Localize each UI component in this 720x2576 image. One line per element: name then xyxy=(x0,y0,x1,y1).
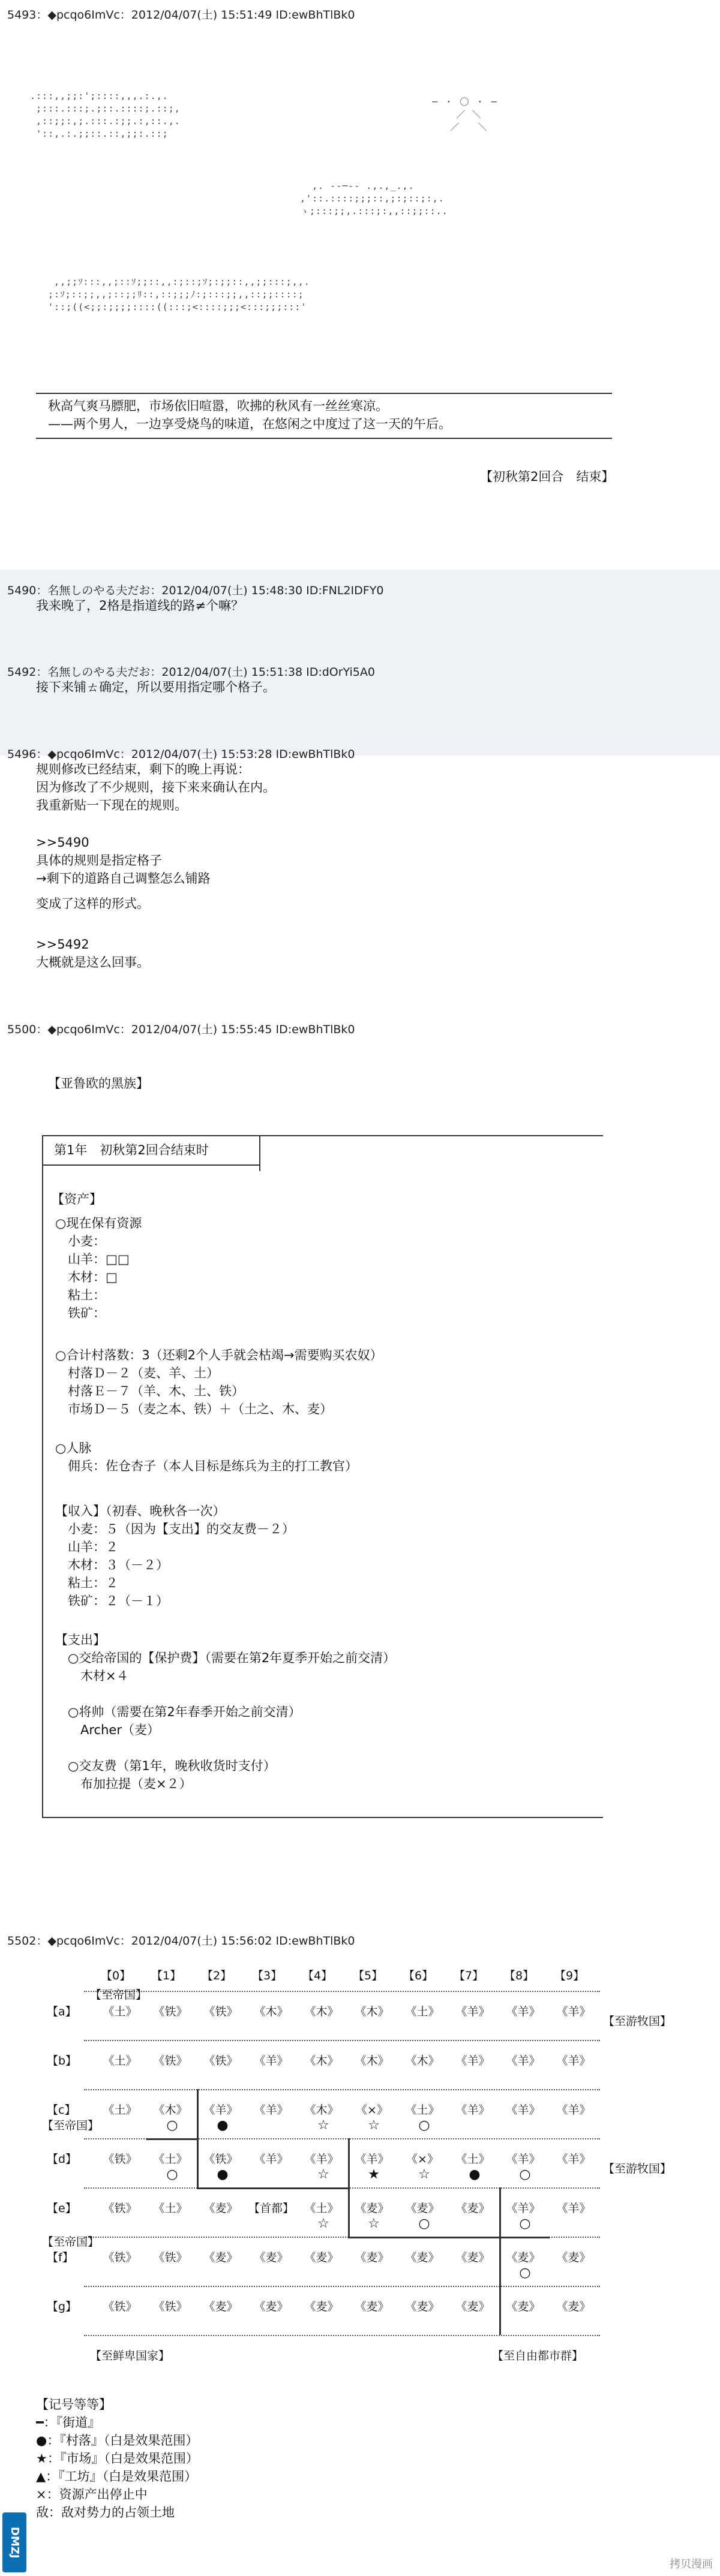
expense-line: 布加拉提（麦×２） xyxy=(55,1777,192,1791)
map-cell: 《羊》 xyxy=(254,2054,289,2068)
map-cell: 《麦》 xyxy=(304,2300,339,2313)
expense-line: ○交友费（第1年，晚秋收货时支付） xyxy=(55,1759,276,1773)
map-cell: 《土》 xyxy=(405,2103,440,2117)
map-cell: 《土》 xyxy=(153,2202,188,2215)
ascii-art-sun: ─ ・ 〇 ・ ─ ／ ＼ ／ ＼ xyxy=(432,97,497,133)
post-line: 规则修改已经结束，剩下的晚上再说： xyxy=(36,762,250,777)
income-line: 木材：３（－２） xyxy=(55,1558,169,1572)
map-cell: 《×》 xyxy=(356,2103,388,2117)
map-cell: 《木》 xyxy=(254,2005,289,2018)
range-marker: ○ xyxy=(418,2216,430,2231)
map-cell: 《土》 xyxy=(455,2153,490,2166)
range-marker: ○ xyxy=(519,2216,531,2231)
range-marker: ○ xyxy=(166,2118,178,2133)
map-cell: 《木》 xyxy=(355,2054,389,2068)
ascii-art-left: .:::,,;;:';::::,,,.:.,. ;:::.:::;.;::.::::;.::;, ,::;;:,;.:::.:;;.:,::.,. '::,.:.;;::.::,;;:.::; xyxy=(30,91,181,139)
asset-line: 山羊：□□ xyxy=(55,1252,130,1266)
post-header: 5493：◆pcqo6ImVc：2012/04/07(土) 15:51:49 ID:ewBhTlBk0 xyxy=(7,8,355,22)
expense-title: 【支出】 xyxy=(55,1633,106,1647)
map-grid-line xyxy=(84,2040,600,2041)
asset-line: 村落Ｄ－２（麦、羊、土） xyxy=(55,1366,219,1380)
map-cell: 《羊》 xyxy=(455,2103,490,2117)
ascii-art-middle: ,. -‐─‐- .,.,_.,. ,'::.::::;;;::,;:;::;:,. ゝ;:::;;,.:::;:,,::;;::.. xyxy=(300,180,448,216)
village-marker: ● xyxy=(217,2118,229,2133)
legend-item: 敌：敌对势力的占领土地 xyxy=(36,2505,175,2520)
map-cell: 《铁》 xyxy=(153,2054,188,2068)
map-cell: 《羊》 xyxy=(355,2153,389,2166)
map-cell: 《羊》 xyxy=(556,2005,591,2018)
narration-line: 秋高气爽马膘肥，市场依旧喧嚣，吹拂的秋风有一丝丝寒凉。 xyxy=(48,399,388,413)
map-cell: 《铁》 xyxy=(153,2251,188,2264)
post-body: 我来晚了，2格是指道线的路≠个嘛？ xyxy=(36,598,244,613)
status-box-side xyxy=(42,1171,43,1817)
asset-line: 铁矿： xyxy=(55,1306,106,1320)
map-cell: 《羊》 xyxy=(556,2103,591,2117)
map-row-header: 【e】 xyxy=(47,2202,77,2215)
asset-line: 粘土： xyxy=(55,1288,106,1302)
map-cell: 《铁》 xyxy=(153,2300,188,2313)
village-marker: ● xyxy=(469,2167,481,2182)
map-road xyxy=(197,2187,348,2189)
map-cell: 《铁》 xyxy=(103,2300,137,2313)
range-marker: ☆ xyxy=(317,2216,329,2231)
post-body: 接下来铺ㄊ确定，所以要用指定哪个格子。 xyxy=(36,680,275,694)
map-column-header: 【4】 xyxy=(302,1969,333,1982)
map-cell: 《土》 xyxy=(405,2005,440,2018)
map-cell: 《羊》 xyxy=(254,2153,289,2166)
post-header: 5502：◆pcqo6ImVc：2012/04/07(土) 15:56:02 ID:ewBhTlBk0 xyxy=(7,1934,355,1948)
post-header: 5492：名無しのやる夫だお：2012/04/07(土) 15:51:38 ID:dOrYi5A0 xyxy=(7,666,375,679)
post-line: 具体的规则是指定格子 xyxy=(36,853,162,868)
map-row-header: 【g】 xyxy=(47,2300,77,2313)
map-row-header: 【a】 xyxy=(47,2005,77,2018)
map-cell: 《麦》 xyxy=(355,2202,389,2215)
divider xyxy=(36,438,612,439)
map-cell: 《麦》 xyxy=(405,2251,440,2264)
map-cell: 《羊》 xyxy=(506,2103,541,2117)
map-cell: 《麦》 xyxy=(455,2251,490,2264)
map-grid-line xyxy=(84,2286,600,2287)
quote-link[interactable]: >>5492 xyxy=(36,937,89,952)
map-cell: 《羊》 xyxy=(203,2103,238,2117)
asset-line: ○人脉 xyxy=(55,1441,92,1455)
income-title: 【収入】（初春、晚秋各一次） xyxy=(55,1504,226,1518)
map-column-header: 【2】 xyxy=(202,1969,232,1982)
scene-caption: 【初秋第2回合 结束】 xyxy=(480,470,614,484)
map-cell: 《铁》 xyxy=(203,2054,238,2068)
map-cell: 【首都】 xyxy=(248,2202,294,2215)
map-cell: 《×》 xyxy=(406,2153,439,2166)
map-column-header: 【7】 xyxy=(454,1969,484,1982)
asset-line: 佣兵：佐仓杏子（本人目标是练兵为主的打工教官） xyxy=(55,1459,358,1473)
map-cell: 《麦》 xyxy=(355,2251,389,2264)
map-cell: 《麦》 xyxy=(203,2202,238,2215)
range-marker: ☆ xyxy=(368,2118,380,2133)
map-cell: 《羊》 xyxy=(506,2202,541,2215)
map-column-header: 【8】 xyxy=(504,1969,535,1982)
map-cell: 《羊》 xyxy=(254,2103,289,2117)
map-cell: 《麦》 xyxy=(506,2251,541,2264)
post-header: 5496：◆pcqo6ImVc：2012/04/07(土) 15:53:28 ID:ewBhTlBk0 xyxy=(7,748,355,761)
range-marker: ☆ xyxy=(317,2118,329,2133)
map-cell: 《麦》 xyxy=(405,2300,440,2313)
map-cell: 《木》 xyxy=(355,2005,389,2018)
expense-line: ○交给帝国的【保护费】（需要在第2年夏季开始之前交清） xyxy=(55,1651,396,1665)
map-cell: 《羊》 xyxy=(556,2054,591,2068)
status-box-line xyxy=(42,1164,259,1166)
post-line: 变成了这样的形式。 xyxy=(36,896,149,911)
map-direction-label: 【至游牧国】 xyxy=(603,2015,672,2028)
map-cell: 《麦》 xyxy=(455,2300,490,2313)
map-direction-label: 【至鲜卑国家】 xyxy=(90,2349,170,2363)
expense-line: 木材×４ xyxy=(55,1669,129,1683)
expense-line: Archer（麦） xyxy=(55,1723,160,1737)
legend-title: 【记号等等】 xyxy=(36,2397,112,2412)
map-grid-line xyxy=(84,2335,600,2336)
legend-item: ●：『村落』（白是效果范围） xyxy=(36,2433,199,2448)
map-row-header: 【b】 xyxy=(47,2054,77,2068)
map-column-header: 【9】 xyxy=(554,1969,585,1982)
legend-item: ★：『市场』（白是效果范围） xyxy=(36,2451,199,2466)
map-column-header: 【6】 xyxy=(403,1969,434,1982)
map-direction-label: 【至帝国】 xyxy=(42,2119,100,2132)
map-row-header: 【c】 xyxy=(47,2103,76,2117)
post-line: 因为修改了不少规则，接下来来确认在内。 xyxy=(36,780,275,795)
map-cell: 《木》 xyxy=(405,2054,440,2068)
range-marker: ☆ xyxy=(317,2167,329,2182)
income-line: 粘土：２ xyxy=(55,1576,118,1590)
divider xyxy=(36,393,612,394)
asset-line: 市场Ｄ－５（麦之本、铁）＋（土之、木、麦） xyxy=(55,1402,332,1416)
map-cell: 《麦》 xyxy=(506,2300,541,2313)
asset-line: 木材：□ xyxy=(55,1270,118,1284)
legend-item: ━：『街道』 xyxy=(36,2415,101,2430)
map-cell: 《羊》 xyxy=(455,2054,490,2068)
map-cell: 《麦》 xyxy=(203,2251,238,2264)
status-box-top xyxy=(42,1135,603,1136)
post-line: 我重新贴一下现在的规则。 xyxy=(36,798,187,812)
map-cell: 《麦》 xyxy=(455,2202,490,2215)
map-direction-label: 【至帝国】 xyxy=(90,1988,148,2002)
map-cell: 《木》 xyxy=(153,2103,188,2117)
status-period: 第1年 初秋第2回合结束时 xyxy=(54,1143,209,1157)
map-cell: 《羊》 xyxy=(455,2005,490,2018)
map-column-header: 【5】 xyxy=(353,1969,383,1982)
site-logo: DMZJ xyxy=(2,2512,26,2572)
map-direction-label: 【至自由都市群】 xyxy=(492,2349,584,2363)
map-cell: 《麦》 xyxy=(254,2300,289,2313)
quote-link[interactable]: >>5490 xyxy=(36,835,89,850)
post-line: →剩下的道路自己调整怎么铺路 xyxy=(36,871,211,886)
map-cell: 《铁》 xyxy=(103,2202,137,2215)
status-box-bottom xyxy=(42,1817,603,1818)
map-row-header: 【d】 xyxy=(47,2153,77,2166)
market-marker: ★ xyxy=(368,2167,380,2182)
map-cell: 《土》 xyxy=(103,2103,137,2117)
map-cell: 《麦》 xyxy=(405,2202,440,2215)
expense-line: ○将帅（需要在第2年春季开始之前交清） xyxy=(55,1705,301,1719)
map-cell: 《麦》 xyxy=(203,2300,238,2313)
map-grid-line xyxy=(84,1991,600,1992)
status-box-side xyxy=(42,1135,43,1171)
status-box-side xyxy=(259,1135,260,1171)
narration-line: ——两个男人，一边享受烧鸟的味道，在悠闲之中度过了这一天的午后。 xyxy=(48,417,451,431)
asset-line: 小麦： xyxy=(55,1234,106,1248)
map-cell: 《铁》 xyxy=(203,2153,238,2166)
map-row-header: 【f】 xyxy=(47,2251,74,2264)
map-cell: 《羊》 xyxy=(304,2153,339,2166)
map-cell: 《铁》 xyxy=(153,2005,188,2018)
assets-title: 【资产】 xyxy=(52,1192,102,1206)
map-cell: 《麦》 xyxy=(254,2251,289,2264)
map-direction-label: 【至游牧国】 xyxy=(603,2162,672,2175)
map-cell: 《木》 xyxy=(304,2103,339,2117)
map-road xyxy=(197,2089,199,2187)
map-cell: 《羊》 xyxy=(506,2005,541,2018)
village-marker: ● xyxy=(217,2167,229,2182)
income-line: 山羊：２ xyxy=(55,1540,118,1554)
range-marker: ○ xyxy=(418,2118,430,2133)
map-cell: 《麦》 xyxy=(556,2251,591,2264)
map-grid-line xyxy=(84,2089,600,2090)
range-marker: ☆ xyxy=(418,2167,430,2182)
watermark: 拷贝漫画 xyxy=(670,2558,713,2571)
post-header: 5490：名無しのやる夫だお：2012/04/07(土) 15:48:30 ID:FNL2IDFY0 xyxy=(7,584,384,597)
legend-item: ▲：『工坊』（白是效果范围） xyxy=(36,2469,197,2484)
map-cell: 《土》 xyxy=(153,2153,188,2166)
post-line: 大概就是这么回事。 xyxy=(36,955,149,970)
map-cell: 《铁》 xyxy=(103,2251,137,2264)
map-direction-label: 【至帝国】 xyxy=(42,2235,100,2249)
map-column-header: 【3】 xyxy=(252,1969,283,1982)
ascii-art-bottom: ,,;;ｿ:::,,;::ｿ;;::,,:;::;ｿ;:;;::,,;;:::;,,. ;:ｿ;::;;,,;::;;ﾘ::,::;;;ﾉ:;:::;;,,::;;::::; '::;((<;;:;;;;::::((:::;<::::;;;<:::;;;:::' xyxy=(48,276,310,312)
map-cell: 《木》 xyxy=(304,2054,339,2068)
asset-line: ○合计村落数：3（还剩2个人手就会枯竭→需要购买农奴） xyxy=(55,1348,383,1362)
map-column-header: 【0】 xyxy=(101,1969,131,1982)
map-cell: 《土》 xyxy=(103,2005,137,2018)
map-cell: 《铁》 xyxy=(103,2153,137,2166)
map-cell: 《土》 xyxy=(103,2054,137,2068)
map-road xyxy=(348,2237,550,2238)
map-column-header: 【1】 xyxy=(151,1969,182,1982)
map-cell: 《土》 xyxy=(304,2202,339,2215)
range-marker: ☆ xyxy=(368,2216,380,2231)
post-header: 5500：◆pcqo6ImVc：2012/04/07(土) 15:55:45 ID:ewBhTlBk0 xyxy=(7,1023,355,1036)
map-cell: 《羊》 xyxy=(506,2054,541,2068)
map-cell: 《羊》 xyxy=(556,2202,591,2215)
income-line: 小麦：５（因为【支出】的交友费－２） xyxy=(55,1522,295,1536)
map-road xyxy=(348,2138,350,2237)
map-cell: 《木》 xyxy=(304,2005,339,2018)
income-line: 铁矿：２（－１） xyxy=(55,1594,169,1608)
map-road xyxy=(499,2187,501,2335)
asset-line: ○现在保有资源 xyxy=(55,1216,142,1230)
legend-item: ×：资源产出停止中 xyxy=(36,2487,148,2502)
map-cell: 《麦》 xyxy=(556,2300,591,2313)
map-cell: 《麦》 xyxy=(304,2251,339,2264)
range-marker: ○ xyxy=(519,2265,531,2280)
map-cell: 《铁》 xyxy=(203,2005,238,2018)
asset-line: 村落Ｅ－７（羊、木、土、铁） xyxy=(55,1384,244,1398)
map-cell: 《羊》 xyxy=(506,2153,541,2166)
range-marker: ○ xyxy=(166,2167,178,2182)
map-cell: 《羊》 xyxy=(556,2153,591,2166)
status-title: 【亚鲁欧的黑族】 xyxy=(48,1076,149,1091)
map-cell: 《麦》 xyxy=(355,2300,389,2313)
range-marker: ○ xyxy=(519,2167,531,2182)
map-road xyxy=(146,2138,197,2140)
